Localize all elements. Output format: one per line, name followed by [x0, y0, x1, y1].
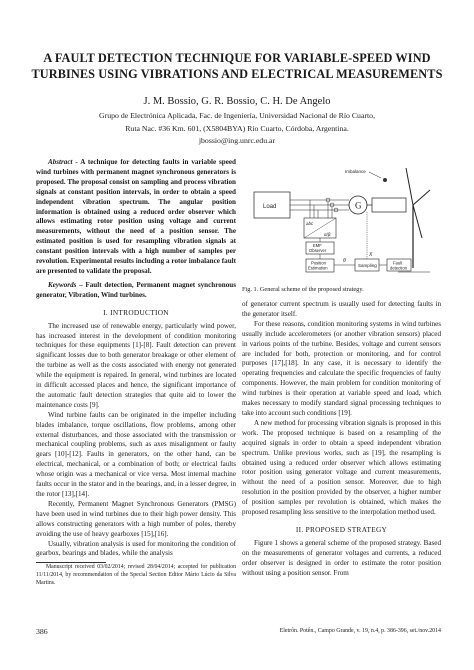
intro-paragraph-1: The increased use of renewable energy, particularly wind power, has increased interest in the development of condition monitoring techniques for these equipments [1]-[8]. Fault detection can prevent significant losses due to both generator breakage or other element of the turbine as well as the costs associated with energy not generated while the equipment is repaired. In general, wind turbines are located in difficult accessed places and hence, the significant importance of the automatic fault detection strategies that quite aid to lower the maintenance costs [9].: [36, 321, 236, 409]
right-paragraph-4: Figure 1 shows a general scheme of the proposed strategy. Based on the measurements of generator voltages and currents, a reduced order observer is designed in order to estimate the rotor position without using a position sensor. From: [242, 538, 441, 577]
abstract-text: - A technique for detecting faults in variable speed wind turbines with permanent magnet synchronous generators is proposed. The proposal consist on sampling and process vibration signals at constant position intervals, in order to obtain a speed independent vibration spectrum. The angular position information is obtained using a reduced order observer which allows estimating rotor position using voltage and current measurements, without the need of a position sensor. The estimated position is used for resampling vibration signals at constant position intervals with a high number of samples per revolution. Experimental results including a rotor imbalance fault are presented to validate the proposal.: [36, 158, 236, 275]
journal-reference: Eletrôn. Potên., Campo Grande, v. 19, n.4, p. 386-396, set./nov.2014: [279, 628, 441, 634]
load-label: Load: [263, 204, 277, 210]
right-paragraph-1: of generator current spectrum is usually used for detecting faults in the generator itself.: [242, 300, 441, 318]
left-column: [36, 158, 236, 587]
generator-label: G: [355, 200, 362, 211]
imbalance-mass: [383, 178, 387, 182]
affiliation-line-1: Grupo de Electrónica Aplicada, Fac. de Ingeniería, Universidad Nacional de Río Cuarto,: [98, 111, 376, 120]
figure-caption: Fig. 1. General scheme of the proposed strategy.: [242, 286, 364, 293]
title-line-1: A FAULT DETECTION TECHNIQUE FOR VARIABLE-SPEED WIND: [43, 51, 431, 65]
right-column: [242, 300, 441, 578]
abstract: [36, 158, 236, 277]
abstract-label: Abstract: [48, 158, 73, 166]
imbalance-label: Imbalance: [345, 169, 366, 174]
intro-paragraph-2: Wind turbine faults can be originated in the impeller including blades imbalance, torque oscillations, flow problems, among other external disturbances, and those associated with the transmission or mechanical coupling problems, such as axes misalignment or faulty gears [10]-[12]. Faults in generators, on the other hand, can be electrical, mechanical, or a combination of both; or electrical faults whose origin was a mechanical or vice versa. Most internal machine faults occur in the stator and in the bearings, and, in a lesser degree, in the rotor [13],[14].: [36, 410, 236, 498]
theta-label: θ: [343, 258, 346, 264]
position-estimation-label: Position Estimation: [308, 260, 328, 271]
keywords-text: – Fault detection, Permanent magnet synchronous generator, Vibration, Wind turbines.: [36, 280, 236, 299]
figure-1: [248, 160, 433, 280]
abc-label: abc: [306, 221, 314, 226]
keywords: [36, 281, 236, 301]
title-line-2: TURBINES USING VIBRATIONS AND ELECTRICAL MEASUREMENTS: [31, 67, 443, 81]
turbine-blade: [406, 168, 413, 205]
block-diagram: [248, 160, 433, 280]
section-heading-proposed-strategy: II. PROPOSED STRATEGY: [295, 524, 388, 534]
keywords-label: Keywords: [48, 280, 77, 289]
sampling-label: Sampling: [358, 263, 377, 268]
nacelle: [372, 198, 406, 212]
intro-paragraph-4: Usually, vibration analysis is used for monitoring the condition of gearbox, bearings and blades, while the analysis: [36, 539, 236, 558]
turbine-blade: [413, 190, 430, 205]
right-paragraph-3: A new method for processing vibration signals is proposed in this work. The proposed technique is based on a resampling of the acquired signals in order to obtain a speed independent vibration spectrum. Unlike previous works, such as [19], the resampling is obtained using a reduced order observer which allows estimating rotor position using generator voltage and current measurements, without the need of a position sensor. Moreover, due to high resolution in the position provided by the observer, a higher number of position samples per revolution is obtained, which makes the proposed resampling less sensitive to the interpolation method used.: [242, 418, 441, 517]
fault-detection-label: Fault detection: [390, 260, 407, 271]
emf-observer-label: EMF Observer: [309, 243, 327, 253]
author-email: jbossio@ing.unrc.edu.ar: [198, 136, 276, 145]
turbine-blade: [413, 205, 422, 238]
manuscript-footnote: Manuscript received 03/02/2014; revised 28/04/2014; accepted for publication 11/11/2014, by recommendation of the Special Section Editor Mário Lúcio da Silva Martins.: [36, 564, 236, 587]
alphabeta-label: α/β: [324, 232, 331, 237]
right-paragraph-2: For these reasons, condition monitoring systems in wind turbines usually include accelerometers (or another vibration sensors) placed in various points of the turbine. Besides, voltage and current sensors are included for both, protection or monitoring, and for control purposes [17],[18]. In any case, it is necessary to identify the operating frequencies and calculate the specific frequencies of faulty components. However, the main problem for condition monitoring of wind turbines is their operation at variable speed and load, which makes necessary to modify standard signal processing techniques to take into account such conditions [19].: [242, 319, 441, 417]
section-heading-introduction: I. INTRODUCTION: [103, 307, 169, 317]
affiliation: [20, 110, 454, 148]
vibration-x-label: X: [369, 252, 373, 258]
authors: J. M. Bossio, G. R. Bossio, C. H. De Angelo: [143, 96, 331, 107]
intro-paragraph-3: Recently, Permanent Magnet Synchronous Generators (PMSG) have been used in wind turbines due to their high power density. This allows constructing generators with a high number of poles, thereby avoiding the use of heavy gearboxes [15],[16].: [36, 499, 236, 538]
paper-title: [20, 50, 454, 82]
affiliation-line-2: Ruta Nac. #36 Km. 601, (X5804BYA) Río Cuarto, Córdoba, Argentina.: [125, 123, 349, 133]
page-number: 386: [36, 627, 48, 636]
